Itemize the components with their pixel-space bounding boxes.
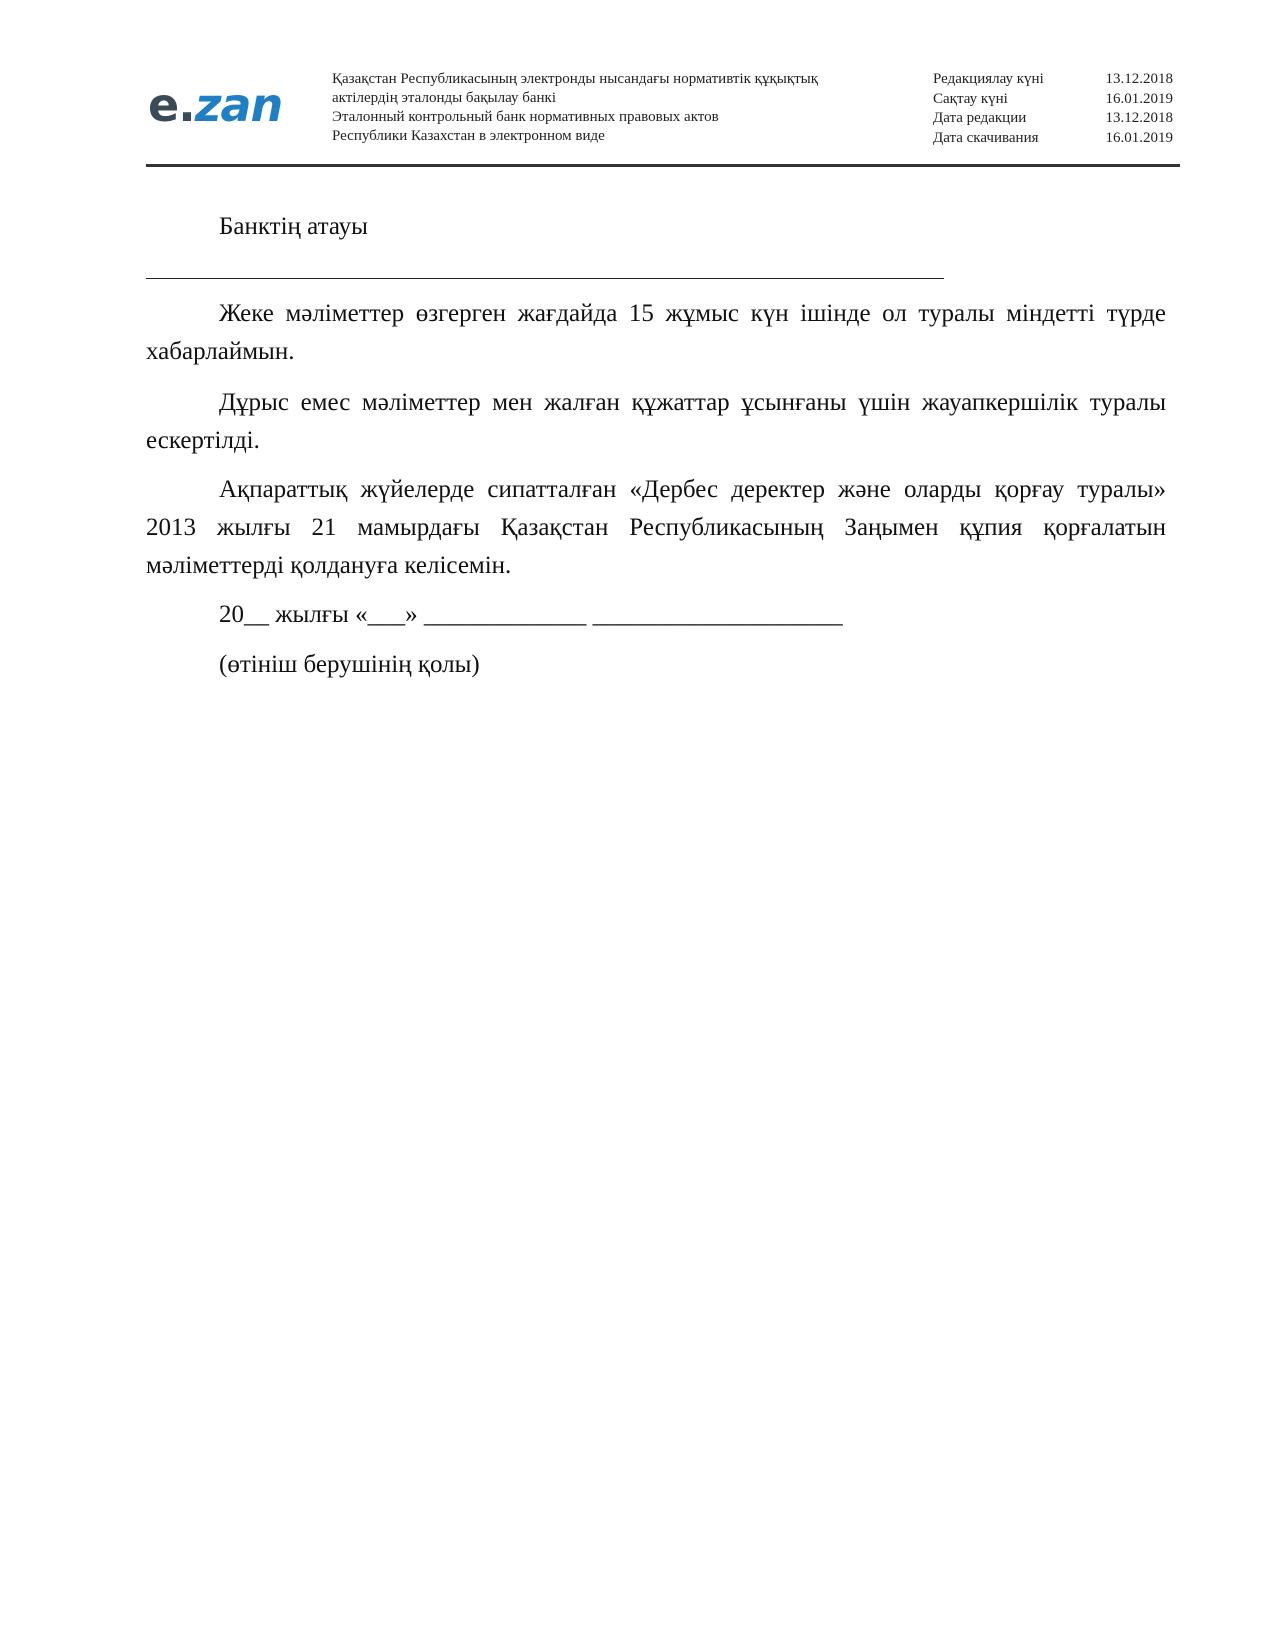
- paragraph-text: Дұрыс емес мәліметтер мен жалған құжаттар ұсынғаны үшін жауапкершілік туралы ескертілді.: [146, 389, 1166, 454]
- logo-dot: .: [178, 78, 195, 132]
- meta-value: 16.01.2019: [1105, 90, 1173, 107]
- ezan-logo: [148, 78, 283, 132]
- paragraph-consent: [146, 471, 1166, 585]
- date-signature-line: [146, 596, 1166, 634]
- meta-row: [933, 129, 1173, 149]
- meta-row: [933, 109, 1173, 129]
- header-divider: [146, 164, 1180, 167]
- meta-label: Сақтау күні: [933, 90, 1008, 107]
- meta-row: [933, 90, 1173, 110]
- signature-caption-block: [146, 646, 1166, 684]
- document-header: [146, 66, 1176, 166]
- meta-label: Редакциялау күні: [933, 71, 1044, 87]
- bank-name-block: [146, 208, 1166, 246]
- bank-name-blank-line: [146, 278, 944, 279]
- paragraph-text: Ақпараттық жүйелерде сипатталған «Дербес деректер және оларды қорғау туралы» 2013 жылғы 21 мамырдағы Қазақстан Республикасының Заңымен құпия қорғалатын мәліметтерді қолдануға келісемін.: [146, 476, 1166, 579]
- paragraph-text: Жеке мәліметтер өзгерген жағдайда 15 жұмыс күн ішінде ол туралы міндетті түрде хабарлаймын.: [146, 300, 1166, 365]
- header-description: [332, 70, 892, 146]
- header-meta-table: [933, 70, 1173, 148]
- logo-part-zan: zan: [194, 78, 283, 132]
- paragraph-liability: [146, 384, 1166, 460]
- header-desc-line: Қазақстан Республикасының электронды нысандағы нормативтік құқықтық: [332, 71, 819, 87]
- meta-value: 13.12.2018: [1105, 110, 1173, 126]
- bank-name-label: Банктің атауы: [219, 213, 368, 240]
- meta-value: 13.12.2018: [1105, 71, 1173, 87]
- header-desc-line: актілердің эталонды бақылау банкі: [332, 90, 556, 106]
- meta-row: [933, 70, 1173, 90]
- logo-part-e: e: [148, 78, 179, 132]
- meta-label: Дата редакции: [933, 110, 1027, 126]
- signature-caption: (өтініш берушінің қолы): [219, 651, 480, 678]
- meta-label: Дата скачивания: [933, 129, 1039, 146]
- header-desc-line: Эталонный контрольный банк нормативных правовых актов: [332, 109, 719, 125]
- date-line-text: 20__ жылғы «___» _____________ ____________________: [219, 601, 843, 628]
- meta-value: 16.01.2019: [1105, 129, 1173, 146]
- header-desc-line: Республики Казахстан в электронном виде: [332, 128, 605, 144]
- paragraph-notify: [146, 295, 1166, 371]
